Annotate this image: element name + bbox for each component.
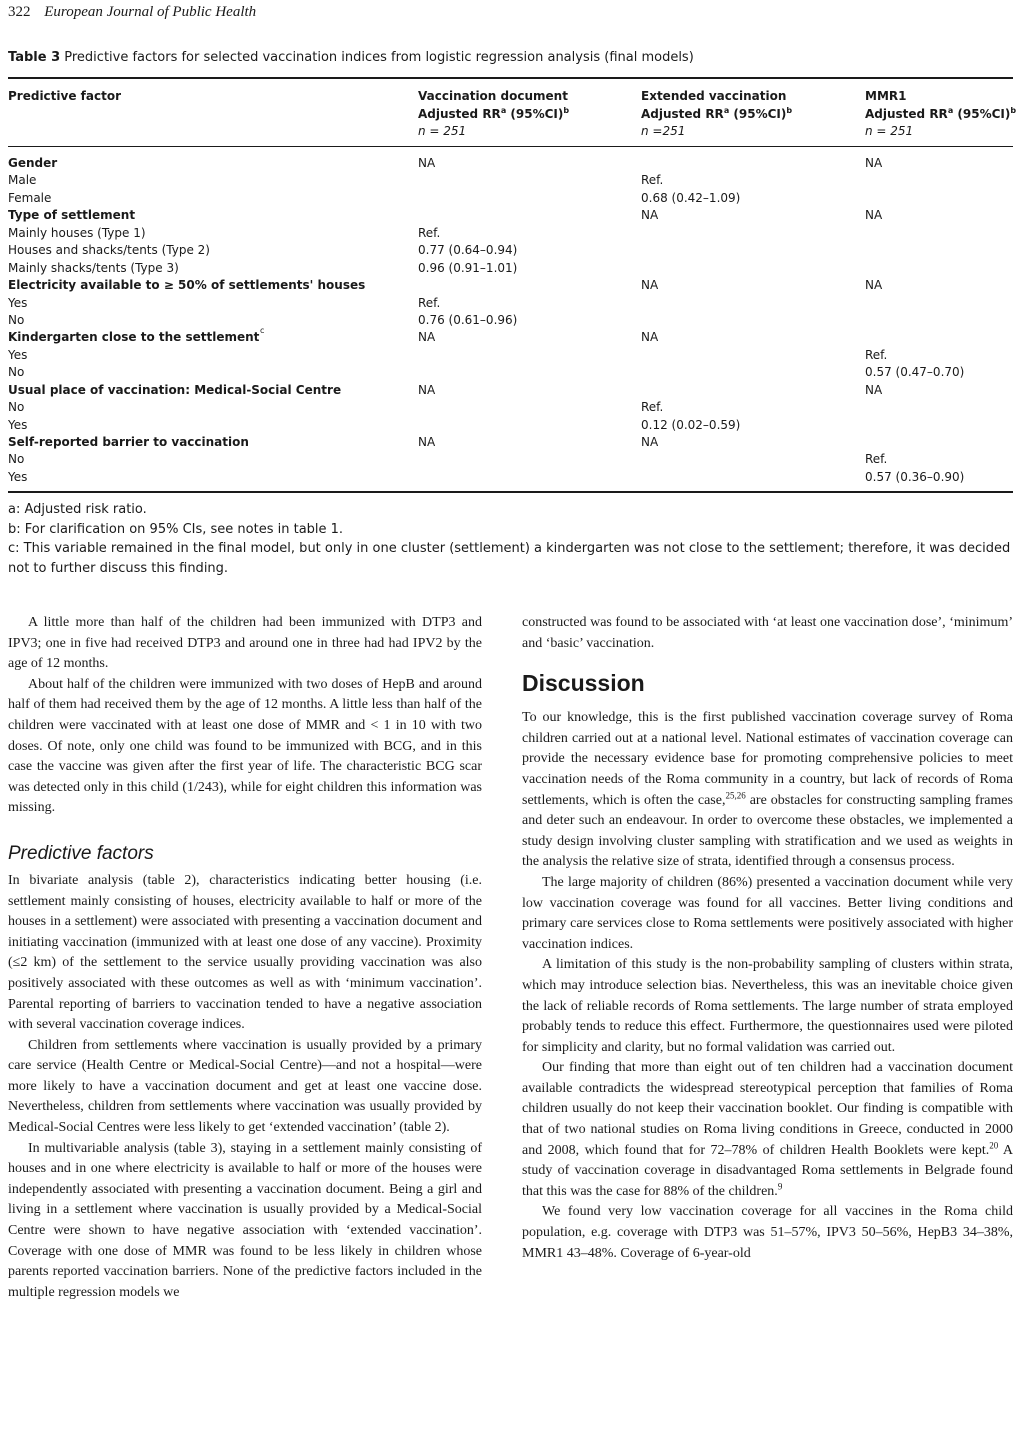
table-caption [8, 50, 1013, 65]
paragraph: Our finding that more than eight out of ten children had a vaccination document available contradicts the widespread stereotypical perception that families of Roma children usually do not keep their vaccination booklet. Our finding is compatible with that of two national studies on Roma living conditions in Greece, conducted in 2000 and 2008, which found that for 72–78% of children Health Booklets were kept.$^{20}$ A study of vaccination coverage in disadvantaged Roma settlements in Belgrade found that this was the case for 88% of the children.$^9$ [522, 1060, 1013, 1199]
footnote-marker: c [260, 326, 265, 336]
table-row-category [8, 469, 1013, 486]
table-cell-factor: Mainly houses (Type 1) [8, 225, 146, 240]
table-cell-factor: Yes [8, 295, 28, 310]
table-cell-value: Ref. [641, 400, 664, 415]
table-cell-factor: Gender [8, 156, 58, 170]
table-row-category [8, 242, 1013, 259]
subheading-predictive-factors: Predictive factors [8, 842, 154, 864]
table-cell-value: NA [641, 208, 659, 223]
table-row-variable [8, 326, 1013, 346]
table-cell-factor: Yes [8, 347, 28, 362]
page-number: 322 [8, 4, 31, 20]
citation: 9 [777, 1181, 783, 1192]
table-cell-value: NA [865, 156, 883, 170]
table-cell-factor: No [8, 365, 25, 380]
table-cell-value: NA [641, 330, 659, 345]
table-label: Table 3 [8, 50, 61, 65]
table-cell-value: 0.96 (0.91–1.01) [418, 260, 518, 275]
running-head [8, 4, 256, 21]
table-cell-factor: Self-reported barrier to vaccination [8, 435, 249, 449]
table-cell-factor: Yes [8, 469, 28, 484]
table-header-vaccination-document: Vaccination document Adjusted $RR^a$ $(95\%CI)^b$ n = 251 [418, 89, 570, 138]
table-row-category [8, 364, 1013, 381]
table-row-category [8, 312, 1013, 329]
table-cell-value: NA [418, 435, 436, 449]
table-top-rule [8, 77, 1013, 79]
paragraph: Children from settlements where vaccination is usually provided by a primary care service (Health Centre or Medical-Social Centre)—and not a hospital—were more likely to have a vaccination document and get at least one vaccine dose. Nevertheless, children from settlements where vaccination was usually provided by Medical-Social Centres were less likely to get ‘extended vaccination’ (table 2). [8, 1037, 482, 1136]
table-row-category [8, 190, 1013, 207]
table-cell-value: NA [641, 278, 659, 293]
paragraph: A limitation of this study is the non-probability sampling of clusters within strata, which may introduce selection bias. Nevertheless, this was an inevitable choice given the lack of reliable records of Roma settlements. The large number of strata employed probably tends to reduce this effect. Furthermore, the questionnaires used were piloted for simplicity and clarity, but no formal validation was carried out. [522, 957, 1013, 1055]
footnote-c: c: This variable remained in the final model, but only in one cluster (settlement) a kindergarten was not close to the settlement; therefore, it was decided not to further discuss this finding. [8, 541, 1011, 576]
paragraph: We found very low vaccination coverage for all vaccines in the Roma child population, e.g. coverage with DTP3 was 51–57%, IPV3 50–56%, HepB3 34–38%, MMR1 43–48%. Coverage of 6-year-old [522, 1204, 1013, 1261]
table-row-category [8, 172, 1013, 189]
citation: 20 [989, 1140, 999, 1150]
table-cell-factor: Type of settlement [8, 208, 136, 223]
table-row-variable [8, 207, 1013, 224]
table-cell-value: NA [865, 382, 883, 397]
table-row-variable [8, 277, 1013, 294]
table-header-factor: Predictive factor [8, 89, 121, 103]
table-cell-value: 0.57 (0.36–0.90) [865, 469, 965, 484]
table-cell-value: 0.77 (0.64–0.94) [418, 243, 518, 258]
table-cell-factor: Mainly shacks/tents (Type 3) [8, 260, 179, 275]
table-row-category [8, 399, 1013, 416]
table-cell-factor: Yes [8, 417, 28, 432]
table-cell-value: 0.76 (0.61–0.96) [418, 312, 518, 327]
paragraph: In bivariate analysis (table 2), characteristics indicating better housing (i.e. settlement mainly consisting of houses, electricity available to half or more of the houses in a settlement) were associated with presenting a vaccination document and initiating vaccination (immunized with at least one dose of any vaccine). Proximity (≤2 km) of the settlement to the service usually providing vaccination was also positively associated with these outcomes as well as with ‘minimum vaccination’. Parental reporting of barriers to vaccination tended to have a negative association with several vaccination coverage indices. [8, 872, 482, 1033]
table-cell-value: 0.12 (0.02–0.59) [641, 417, 741, 432]
table-cell-value: Ref. [418, 225, 441, 240]
table-body [8, 155, 1013, 486]
table-caption-text: Predictive factors for selected vaccination indices from logistic regression analysis (final models) [64, 50, 694, 65]
table-cell-factor: Usual place of vaccination: Medical-Social Centre [8, 382, 342, 397]
table-header-extended-vaccination: Extended vaccination Adjusted $RR^a$ $(95\%CI)^b$ n =251 [641, 89, 793, 138]
table-cell-value: NA [418, 382, 436, 397]
table-header-rule [8, 146, 1013, 147]
table-row-category [8, 417, 1013, 434]
table-cell-value: NA [418, 330, 436, 345]
table-cell-value: Ref. [418, 295, 441, 310]
paragraph: The large majority of children (86%) presented a vaccination document while very low vaccination coverage was found for all vaccines. Better living conditions and primary care services close to Roma settlements were positively associated with higher vaccination indices. [522, 874, 1013, 952]
paragraph: About half of the children were immunized with two doses of HepB and around half of them had received them by the age of 12 months. A little less than half of the children were vaccinated with at least one dose of MMR and < 1 in 10 with two doses. Of note, only one child was found to be immunized with BCG, and in this case the vaccine was given after the first year of life. The characteristic BCG scar was detected only in this child (1/243), while for eight children this information was missing. [8, 676, 482, 816]
table-row-category [8, 260, 1013, 277]
table-cell-value: NA [418, 156, 436, 170]
table-cell-value: 0.57 (0.47–0.70) [865, 365, 965, 380]
body-column-left [8, 613, 482, 1303]
table-row-variable [8, 434, 1013, 451]
section-heading-discussion: Discussion [522, 670, 645, 697]
table-cell-factor: No [8, 312, 25, 327]
table-cell-factor: No [8, 400, 25, 415]
paragraph: To our knowledge, this is the first published vaccination coverage survey of Roma children carried out at a national level. National estimates of vaccination coverage can provide the necessary evidence base for promoting comprehensive policies to meet vaccination needs of the Roma community in a country, but lack of records of Roma settlements, which is often the case,$^{25,26}$ are obstacles for constructing sampling frames and deter such an endeavour. In order to overcome these obstacles, we implemented a study design involving cluster sampling with stratification and we used as weights in the analysis the relative size of strata, identified through a consensus process. [522, 710, 1014, 870]
table-cell-factor: Female [8, 190, 52, 205]
table-row-variable [8, 382, 1013, 399]
journal-title: European Journal of Public Health [44, 4, 257, 20]
table-cell-value: NA [865, 278, 883, 293]
table-row-category [8, 451, 1013, 468]
table-cell-value: Ref. [641, 173, 664, 188]
footnote-b: b: For clarification on 95% CIs, see notes in table 1. [8, 521, 344, 537]
table-cell-factor: Electricity available to ≥ 50% of settlements' houses [8, 278, 366, 293]
paragraph: A little more than half of the children had been immunized with DTP3 and IPV3; one in five had received DTP3 and around one in three had had IPV2 by the age of 12 months. [8, 615, 482, 672]
table-row-category [8, 295, 1013, 312]
table-cell-value: Ref. [865, 452, 888, 467]
table-cell-factor: Male [8, 173, 37, 188]
footnote-a: a: Adjusted risk ratio. [8, 502, 147, 517]
table-row-variable [8, 155, 1013, 172]
table-cell-value: Ref. [865, 347, 888, 362]
table-cell-factor: Houses and shacks/tents (Type 2) [8, 243, 210, 258]
table-cell-value: NA [865, 208, 883, 223]
table-footnotes [8, 500, 1013, 578]
table-row-category [8, 225, 1013, 242]
table-cell-value: 0.68 (0.42–1.09) [641, 190, 741, 205]
table-header-mmr1: MMR1 Adjusted $RR^a$ $(95\%CI)^b$ n = 251 [865, 89, 1017, 138]
table-bottom-rule [8, 491, 1013, 493]
paragraph: In multivariable analysis (table 3), staying in a settlement mainly consisting of houses and in one where electricity is available to half or more of the houses were independently associated with presenting a vaccination document. Being a girl and living in a settlement where vaccination is usually provided by a Medical-Social Centre were shown to have negative association with ‘extended vaccination’. Coverage with one dose of MMR was found to be less likely in children whose parents reported vaccination barriers. None of the predictive factors included in the multiple regression models we [8, 1140, 482, 1300]
citation: 25,26 [725, 789, 746, 800]
paragraph: constructed was found to be associated with ‘at least one vaccination dose’, ‘minimum’ and ‘basic’ vaccination. [522, 615, 1013, 651]
table-cell-factor: No [8, 452, 25, 467]
body-column-right [522, 613, 1013, 1264]
table-row-category [8, 347, 1013, 364]
table-cell-factor: Kindergarten close to the settlement [8, 330, 260, 345]
table-cell-value: NA [641, 435, 659, 449]
